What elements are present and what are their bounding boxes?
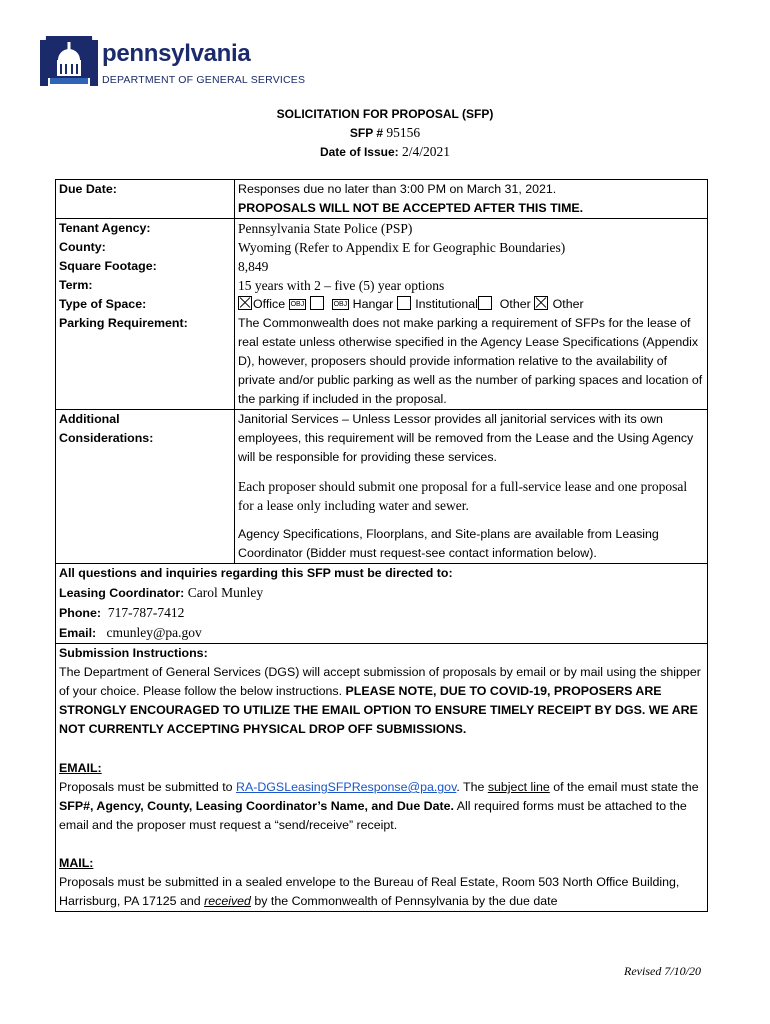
issue-date-value: 2/4/2021 bbox=[402, 144, 451, 159]
sfp-number: 95156 bbox=[386, 125, 421, 140]
details-labels bbox=[56, 219, 235, 410]
mail-instructions bbox=[59, 873, 704, 911]
placeholder-glyph-icon-2: OBJ bbox=[333, 301, 348, 308]
square-footage-value: 8,849 bbox=[238, 259, 269, 274]
term-value: 15 years with 2 – five (5) year options bbox=[238, 278, 445, 293]
issue-date-line bbox=[0, 142, 770, 162]
sfp-details-table bbox=[55, 179, 708, 912]
coordinator-name: Carol Munley bbox=[187, 585, 264, 600]
square-footage-label: Square Footage: bbox=[59, 259, 157, 273]
other-option-label-1: Other bbox=[499, 297, 531, 311]
other-checkbox[interactable] bbox=[534, 296, 548, 310]
revision-note: Revised 7/10/20 bbox=[624, 964, 701, 978]
additional-label-line1: Additional bbox=[59, 412, 120, 426]
capitol-dome-icon bbox=[40, 34, 98, 90]
coordinator-line bbox=[59, 583, 704, 603]
brand-name: pennsylvania bbox=[102, 40, 251, 67]
email-instructions bbox=[59, 778, 704, 835]
submission-cell bbox=[56, 644, 708, 912]
email-text-2: . The bbox=[456, 780, 488, 794]
additional-value bbox=[235, 410, 708, 564]
sfp-label: SFP # bbox=[349, 126, 384, 140]
document-title: SOLICITATION FOR PROPOSAL (SFP) bbox=[276, 107, 494, 121]
phone-line bbox=[59, 603, 704, 623]
tenant-agency-value: Pennsylvania State Police (PSP) bbox=[238, 221, 413, 236]
coordinator-label: Leasing Coordinator: bbox=[59, 586, 185, 600]
email-text-4: All required forms must be attached to the email and the proposer must request a “send/receive” receipt. bbox=[59, 799, 687, 832]
additional-label bbox=[56, 410, 235, 564]
row-submission bbox=[56, 644, 708, 912]
type-of-space-options bbox=[238, 295, 704, 314]
parking-label: Parking Requirement: bbox=[59, 316, 188, 330]
county-value: Wyoming (Refer to Appendix E for Geographic Boundaries) bbox=[238, 240, 566, 255]
due-date-line1: Responses due no later than 3:00 PM on March 31, 2021. bbox=[238, 182, 557, 196]
email-value: cmunley@pa.gov bbox=[106, 625, 202, 640]
pa-dgs-logo bbox=[40, 34, 306, 90]
submission-heading: Submission Instructions: bbox=[59, 646, 208, 660]
row-due-date bbox=[56, 180, 708, 219]
hangar-checkbox[interactable] bbox=[397, 296, 411, 310]
tenant-agency-label: Tenant Agency: bbox=[59, 221, 151, 235]
email-section-heading: EMAIL: bbox=[59, 761, 102, 775]
phone-value: 717-787-7412 bbox=[107, 605, 185, 620]
submission-intro: The Department of General Services (DGS) will accept submission of proposals by email or by mail using the shipper of your choice. Please follow the below instructions. bbox=[59, 665, 701, 698]
office-checkbox[interactable] bbox=[238, 296, 252, 310]
mail-text-1: Proposals must be submitted in a sealed envelope to the Bureau of Real Estate, Room 503 North Office Building, Harrisburg, PA 17125 and bbox=[59, 875, 680, 908]
phone-label: Phone: bbox=[59, 606, 101, 620]
type-of-space-label: Type of Space: bbox=[59, 297, 147, 311]
covid-notice: PLEASE NOTE, DUE TO COVID-19, PROPOSERS ARE STRONGLY ENCOURAGED TO UTILIZE THE EMAIL OPTION TO ENSURE TIMELY RECEIPT BY DGS. WE ARE NOT CURRENTLY ACCEPTING PHYSICAL DROP OFF SUBMISSIONS. bbox=[59, 684, 698, 736]
required-fields-text: SFP#, Agency, County, Leasing Coordinator’s Name, and Due Date. bbox=[59, 799, 454, 813]
due-date-line2: PROPOSALS WILL NOT BE ACCEPTED AFTER THIS TIME. bbox=[238, 201, 584, 215]
other-option-label-2: Other bbox=[552, 297, 584, 311]
contact-cell bbox=[56, 564, 708, 644]
due-date-value bbox=[235, 180, 708, 219]
sfp-number-line bbox=[0, 123, 770, 143]
row-contact bbox=[56, 564, 708, 644]
email-text-3: of the email must state the bbox=[549, 780, 699, 794]
placeholder-glyph-icon: OBJ bbox=[290, 301, 305, 308]
unlabeled-checkbox[interactable] bbox=[310, 296, 324, 310]
proposal-paragraph: Each proposer should submit one proposal for a full-service lease and one proposal for a lease only including water and sewer. bbox=[238, 479, 688, 513]
contact-heading: All questions and inquiries regarding this SFP must be directed to: bbox=[59, 566, 453, 580]
due-date-label: Due Date: bbox=[56, 180, 235, 219]
submission-intro-paragraph bbox=[59, 663, 704, 739]
hangar-option-label: Hangar bbox=[352, 297, 394, 311]
janitorial-paragraph: Janitorial Services – Unless Lessor provides all janitorial services with its own employees, this requirement will be removed from the Lease and the Using Agency will be responsible for providing these services. bbox=[238, 412, 694, 464]
email-line bbox=[59, 623, 704, 643]
email-label: Email: bbox=[59, 626, 97, 640]
mail-text-2: by the Commonwealth of Pennsylvania by the due date bbox=[250, 894, 558, 908]
brand-department: DEPARTMENT OF GENERAL SERVICES bbox=[102, 74, 306, 86]
subject-line-text: subject line bbox=[487, 780, 550, 794]
email-text-1: Proposals must be submitted to bbox=[59, 780, 236, 794]
details-values bbox=[235, 219, 708, 410]
issue-date-label: Date of Issue: bbox=[319, 145, 399, 159]
submission-email-link[interactable]: RA-DGSLeasingSFPResponse@pa.gov bbox=[236, 780, 457, 794]
received-text: received bbox=[204, 894, 251, 908]
institutional-checkbox[interactable] bbox=[478, 296, 492, 310]
parking-value: The Commonwealth does not make parking a requirement of SFPs for the lease of real estate unless otherwise specified in the Agency Lease Specifications (Appendix D), however, proposers should provide information relative to the availability of private and/or public parking as well as the number of parking spaces and location of the parking if included in the proposal. bbox=[238, 316, 703, 406]
specifications-paragraph: Agency Specifications, Floorplans, and Site-plans are available from Leasing Coordinator (Bidder must request-see contact information below). bbox=[238, 527, 659, 560]
row-details bbox=[56, 219, 708, 410]
county-label: County: bbox=[59, 240, 106, 254]
office-option-label: Office bbox=[253, 297, 286, 311]
additional-label-line2: Considerations: bbox=[59, 431, 154, 445]
row-additional bbox=[56, 410, 708, 564]
institutional-option-label: Institutional bbox=[415, 297, 478, 311]
term-label: Term: bbox=[59, 278, 93, 292]
mail-section-heading: MAIL: bbox=[59, 856, 94, 870]
